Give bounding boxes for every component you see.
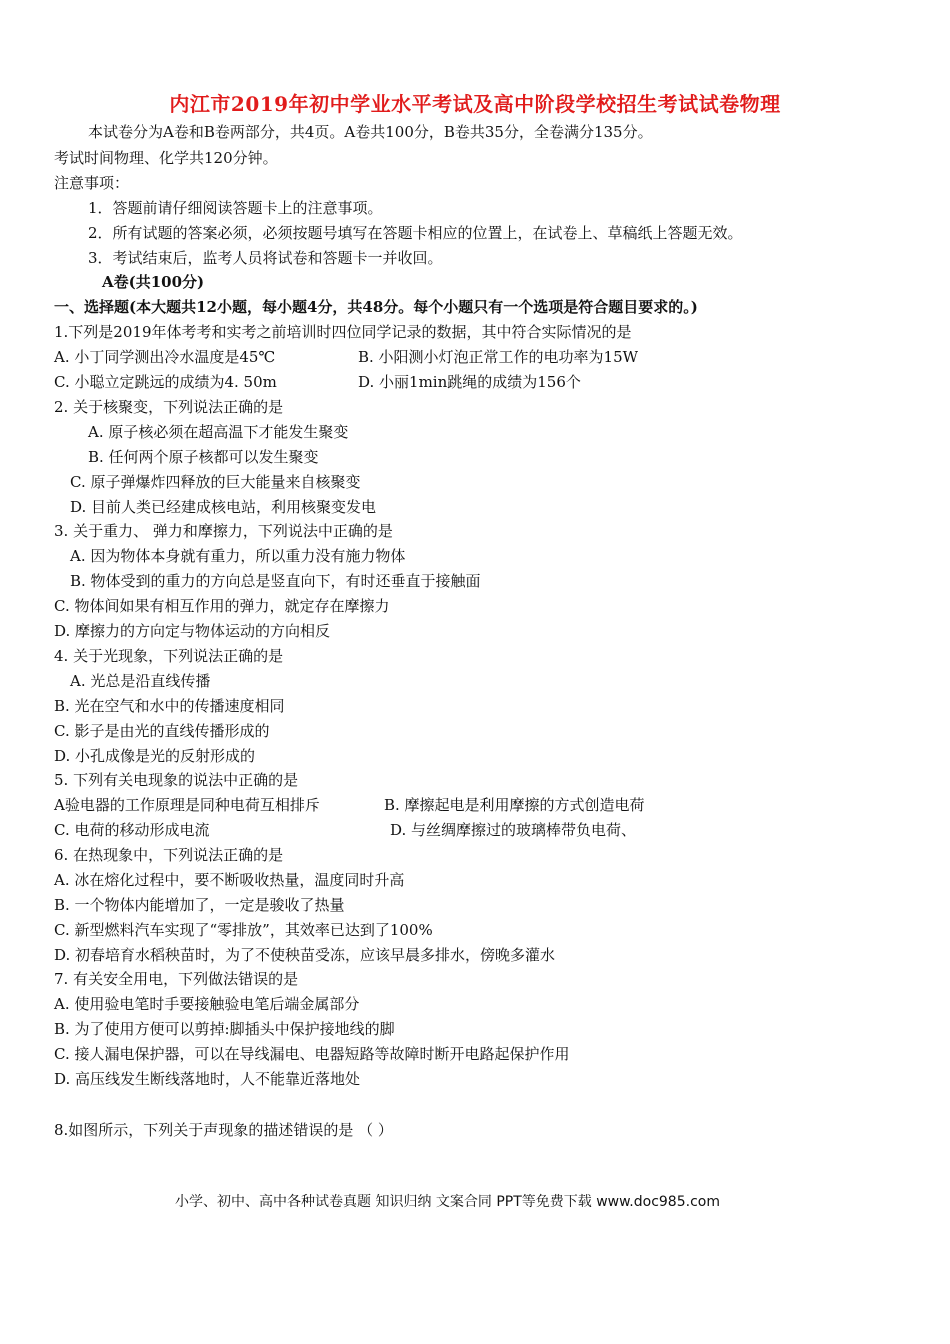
question-4-stem: 4. 关于光现象，下列说法正确的是 xyxy=(54,647,284,665)
question-6-option-c: C. 新型燃料汽车实现了“零排放”，其效率已达到了100% xyxy=(54,921,433,939)
question-4-option-a: A. 光总是沿直线传播 xyxy=(70,672,211,690)
question-1-stem: 1.下列是2019年体考考和实考之前培训时四位同学记录的数据，其中符合实际情况的是 xyxy=(54,323,632,341)
page-title: 内江市2019年初中学业水平考试及高中阶段学校招生考试试卷物理 xyxy=(169,92,781,116)
notice-item-2: 2．所有试题的答案必须，必须按题号填写在答题卡相应的位置上，在试卷上、草稿纸上答题无效。 xyxy=(88,224,743,242)
notice-item-1: 1．答题前请仔细阅读答题卡上的注意事项。 xyxy=(88,199,383,217)
question-5-stem: 5. 下列有关电现象的说法中正确的是 xyxy=(54,771,299,789)
question-3-option-b: B. 物体受到的重力的方向总是竖直向下，有时还垂直于接触面 xyxy=(70,572,481,590)
intro-line-1: 本试卷分为A卷和B卷两部分，共4页。A卷共100分，B卷共35分，全卷满分135分。 xyxy=(88,123,653,141)
part1-heading: 一、选择题(本大题共12小题，每小题4分，共48分。每个小题只有一个选项是符合题目要求的。) xyxy=(54,298,698,316)
question-7-option-c: C. 接人漏电保护器，可以在导线漏电、电器短路等故障时断开电路起保护作用 xyxy=(54,1045,570,1063)
question-1-option-d: D. 小丽1min跳绳的成绩为156个 xyxy=(358,373,581,391)
notice-item-3: 3．考试结束后，监考人员将试卷和答题卡一并收回。 xyxy=(88,249,443,267)
question-6-option-b: B. 一个物体内能增加了，一定是骏收了热量 xyxy=(54,896,345,914)
question-8-stem: 8.如图所示，下列关于声现象的描述错误的是 （ ） xyxy=(54,1121,393,1139)
question-3-stem: 3. 关于重力、 弹力和摩擦力，下列说法中正确的是 xyxy=(54,522,393,540)
question-7-option-b: B. 为了使用方便可以剪掉:脚插头中保护接地线的脚 xyxy=(54,1020,395,1038)
question-1-option-b: B. 小阳测小灯泡正常工作的电功率为15W xyxy=(358,348,639,366)
question-5-option-d: D. 与丝绸摩擦过的玻璃棒带负电荷、 xyxy=(390,821,637,839)
notice-heading: 注意事项： xyxy=(54,174,130,192)
question-6-stem: 6. 在热现象中，下列说法正确的是 xyxy=(54,846,284,864)
question-7-option-d: D. 高压线发生断线落地时，人不能靠近落地处 xyxy=(54,1070,361,1088)
question-2-option-b: B. 任何两个原子核都可以发生聚变 xyxy=(88,448,319,466)
question-4-option-d: D. 小孔成像是光的反射形成的 xyxy=(54,747,256,765)
question-1-option-c: C. 小聪立定跳远的成绩为4. 50m xyxy=(54,373,277,391)
question-2-option-d: D. 目前人类已经建成核电站，利用核聚变发电 xyxy=(70,498,377,516)
question-4-option-c: C. 影子是由光的直线传播形成的 xyxy=(54,722,270,740)
question-6-option-a: A. 冰在熔化过程中，要不断吸收热量，温度同时升高 xyxy=(54,871,405,889)
question-5-option-c: C. 电荷的移动形成电流 xyxy=(54,821,210,839)
question-3-option-d: D. 摩擦力的方向定与物体运动的方向相反 xyxy=(54,622,331,640)
question-7-option-a: A. 使用验电笔时手要接触验电笔后端金属部分 xyxy=(54,995,360,1013)
question-4-option-b: B. 光在空气和水中的传播速度相同 xyxy=(54,697,285,715)
question-1-option-a: A. 小丁同学测出冷水温度是45℃ xyxy=(54,348,276,366)
question-3-option-c: C. 物体间如果有相互作用的弹力，就定存在摩擦力 xyxy=(54,597,390,615)
section-a-heading: A卷(共100分) xyxy=(102,273,205,291)
question-5-option-b: B. 摩擦起电是利用摩擦的方式创造电荷 xyxy=(384,796,645,814)
question-5-option-a: A验电器的工作原理是同种电荷互相排斥 xyxy=(54,796,320,814)
question-3-option-a: A. 因为物体本身就有重力，所以重力没有施力物体 xyxy=(70,547,406,565)
intro-line-2: 考试时间物理、化学共120分钟。 xyxy=(54,149,278,167)
question-2-option-a: A. 原子核必须在超高温下才能发生聚变 xyxy=(88,423,349,441)
question-2-option-c: C. 原子弹爆炸四释放的巨大能量来自核聚变 xyxy=(70,473,361,491)
question-7-stem: 7. 有关安全用电，下列做法错误的是 xyxy=(54,970,299,988)
question-2-stem: 2. 关于核聚变，下列说法正确的是 xyxy=(54,398,284,416)
footer-text: 小学、初中、高中各种试卷真题 知识归纳 文案合同 PPT等免费下载 www.doc985.com xyxy=(175,1194,720,1210)
question-6-option-d: D. 初春培育水稻秧苗时，为了不使秧苗受冻，应该早晨多排水，傍晚多灌水 xyxy=(54,946,556,964)
